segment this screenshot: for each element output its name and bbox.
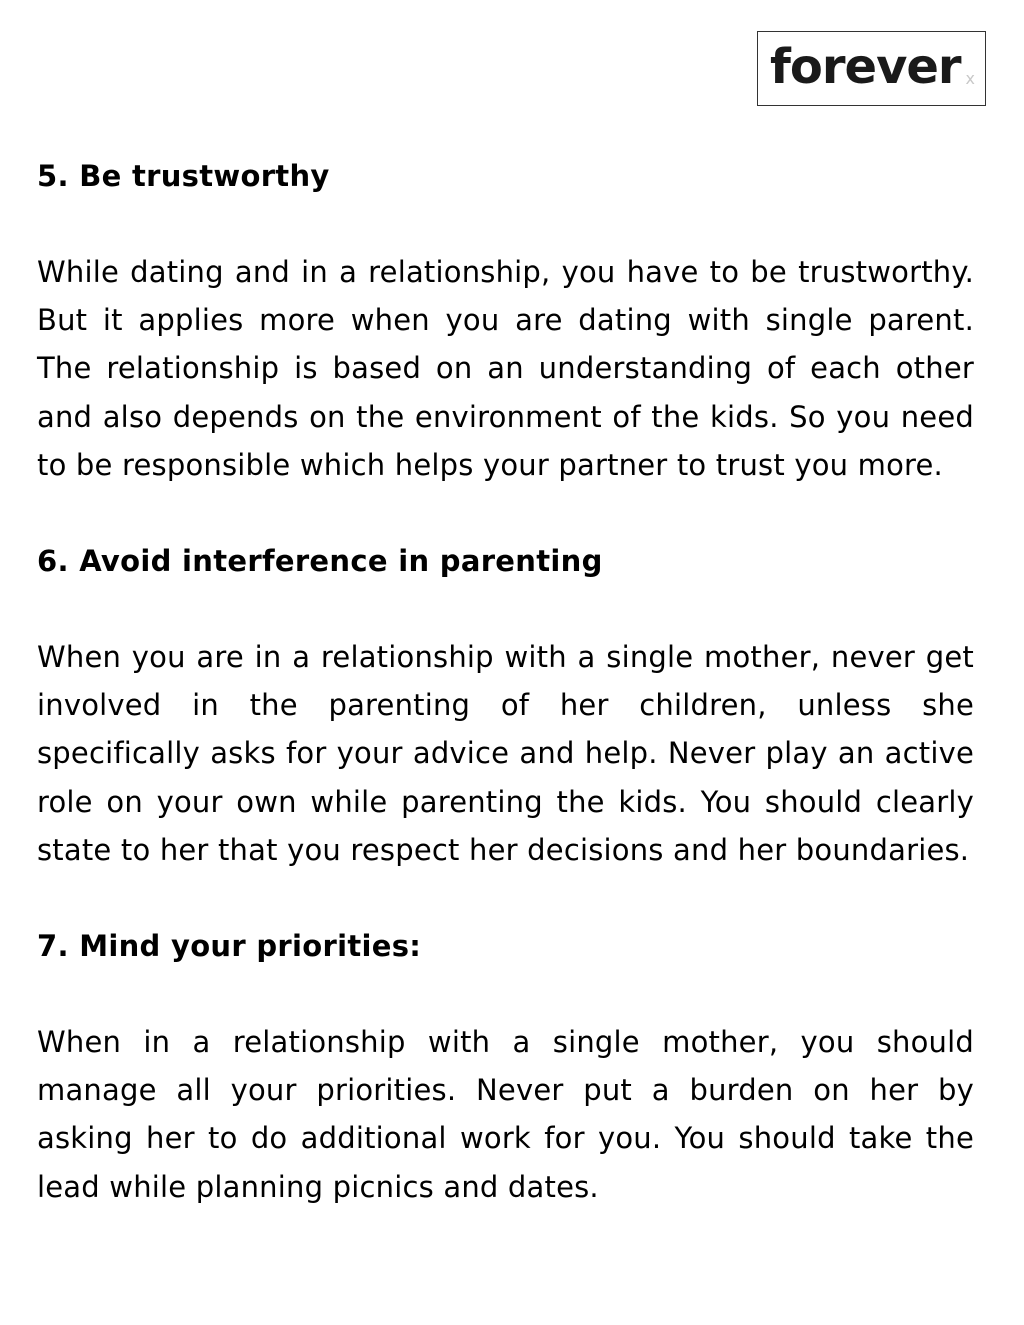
section-body-trustworthy: While dating and in a relationship, you have to be trustworthy. But it applies more when you are dating with single parent. The relationship is based on an understanding of each other and also depends on the environment of the kids. So you need to be responsible which helps your partner to trust you more. bbox=[37, 255, 974, 482]
section-heading-trustworthy: 5. Be trustworthy bbox=[37, 159, 330, 193]
forever-logo bbox=[757, 31, 986, 106]
section-body-priorities: When in a relationship with a single mother, you should manage all your priorities. Never put a burden on her by asking her to do additional work for you. You should take the lead while planning picnics and dates. bbox=[37, 1025, 974, 1204]
section-body-parenting: When you are in a relationship with a single mother, never get involved in the parenting of her children, unless she specifically asks for your advice and help. Never play an active role on your own while parenting the kids. You should clearly state to her that you respect her decisions and her boundaries. bbox=[37, 640, 974, 867]
section-heading-parenting: 6. Avoid interference in parenting bbox=[37, 544, 603, 579]
section-heading-priorities: 7. Mind your priorities: bbox=[37, 929, 422, 964]
logo-x-mark: x bbox=[965, 69, 975, 88]
article-content bbox=[37, 152, 974, 1259]
logo-wordmark: forever bbox=[770, 39, 961, 95]
